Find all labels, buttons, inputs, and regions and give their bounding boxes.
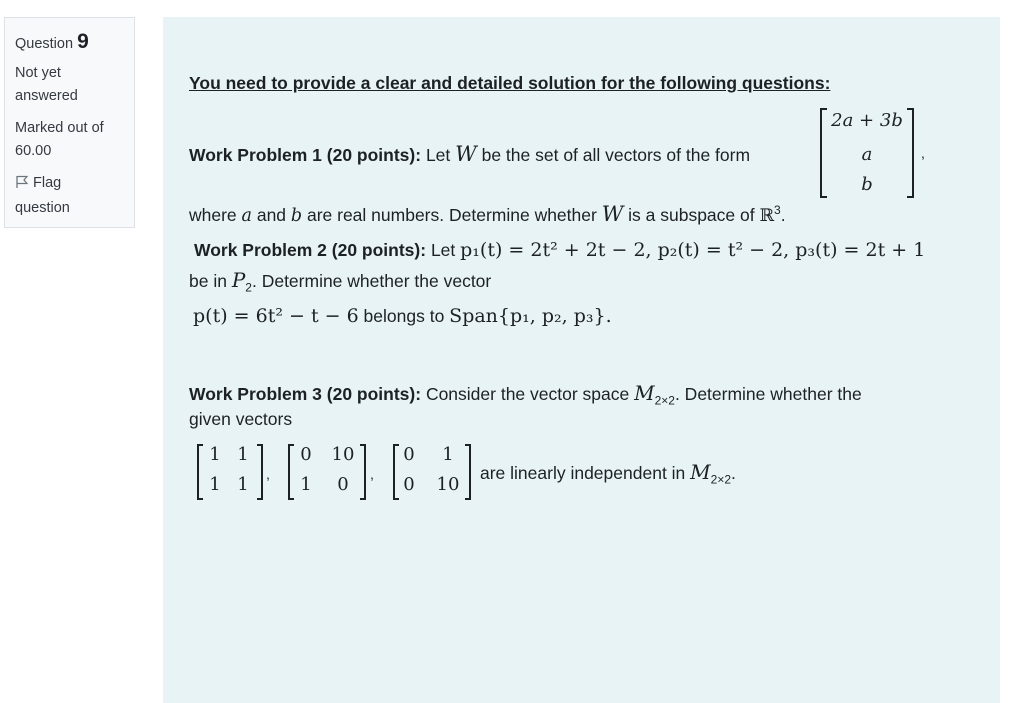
var-P-sub: 2	[245, 280, 252, 295]
p1-period: .	[780, 205, 786, 225]
var-W-2: W	[601, 202, 624, 226]
matrix-3-cell: 0	[403, 474, 415, 495]
problem-3-line-2: given vectors	[189, 409, 293, 429]
flag-question-button[interactable]	[15, 172, 124, 220]
matrix-3-right-bracket	[465, 444, 471, 500]
question-label: Question	[15, 36, 74, 52]
matrix-3-cell: 0	[403, 444, 415, 465]
flag-icon	[15, 174, 29, 197]
grade-line-2: 60.00	[15, 143, 52, 159]
matrix-3-cell: 10	[436, 474, 460, 495]
matrix-2-cell: 1	[300, 474, 312, 495]
p2-l3-text: belongs to	[358, 306, 450, 326]
vector-entry-1: 2a + 3b	[831, 110, 903, 131]
matrix-1-left-bracket	[197, 444, 203, 500]
matrix-2-cell: 10	[331, 444, 355, 465]
problem-3-title: Work Problem 3 (20 points):	[189, 384, 422, 404]
state-line-1: Not yet	[15, 65, 61, 81]
matrix-3	[393, 444, 471, 500]
vector-entry-3: b	[861, 174, 873, 195]
vector-p: p(t) = 6t² − t − 6	[193, 305, 359, 327]
var-W: W	[455, 142, 477, 166]
problem-1-line-2	[189, 202, 786, 226]
var-M-2-sub: 2×2	[710, 472, 731, 487]
var-M-2: M	[690, 460, 711, 484]
matrix-1-right-bracket	[257, 444, 263, 500]
problem-2-line-3	[193, 305, 612, 327]
flag-label-2: question	[15, 200, 70, 216]
question-info-panel	[4, 17, 135, 228]
question-number	[15, 30, 124, 56]
matrix-1-cell: 1	[237, 474, 249, 495]
problem-3-line-3	[480, 460, 736, 487]
matrix-2-right-bracket	[360, 444, 366, 500]
p2-text-1: Let	[426, 240, 461, 260]
matrix-1-cell: 1	[209, 444, 221, 465]
var-M-sub: 2×2	[654, 393, 675, 408]
p3-text-2: . Determine whether the	[674, 384, 862, 404]
matrix-comma-2: ,	[370, 466, 374, 482]
p1-l2-c: is a subspace of	[623, 205, 760, 225]
matrix-1-cell: 1	[237, 444, 249, 465]
grade-line-1: Marked out of	[15, 120, 104, 136]
problem-2-line-1	[194, 239, 925, 261]
state-line-2: answered	[15, 88, 78, 104]
p1-l2-a: where	[189, 205, 242, 225]
matrix-1	[197, 444, 263, 500]
var-M: M	[634, 381, 655, 405]
instructions-heading: You need to provide a clear and detailed solution for the following questions:	[189, 73, 831, 93]
polynomials: p₁(t) = 2t² + 2t − 2, p₂(t) = t² − 2, p₃(t) = 2t + 1	[460, 239, 926, 261]
p1-and: and	[251, 205, 291, 225]
question-grade	[15, 117, 124, 163]
vector-form	[820, 108, 914, 198]
var-a: a	[241, 206, 252, 226]
span-set: Span{p₁, p₂, p₃}.	[449, 305, 612, 327]
vector-entry-2: a	[861, 144, 873, 165]
problem-1-title: Work Problem 1 (20 points):	[189, 145, 422, 165]
matrix-3-cell: 1	[442, 444, 454, 465]
question-number-value: 9	[77, 30, 89, 53]
real-numbers-symbol: ℝ	[759, 206, 775, 226]
p2-l2-a: be in	[189, 271, 232, 291]
problem-1-text-1: Let	[421, 145, 456, 165]
matrix-2-cell: 0	[337, 474, 349, 495]
problem-2-title: Work Problem 2 (20 points):	[194, 240, 427, 260]
matrix-1-cell: 1	[209, 474, 221, 495]
p1-l2-b: are real numbers. Determine whether	[302, 205, 602, 225]
real-numbers-exponent: 3	[774, 203, 781, 218]
problem-1-text-2: be the set of all vectors of the form	[476, 145, 751, 165]
p3-text-1: Consider the vector space	[421, 384, 635, 404]
p3-period: .	[731, 463, 736, 483]
flag-label-1: Flag	[33, 175, 62, 191]
matrix-2-cell: 0	[300, 444, 312, 465]
matrix-comma-1: ,	[266, 466, 270, 482]
problem-3-line-1	[189, 381, 862, 408]
vector-right-bracket	[907, 108, 914, 198]
vector-comma: ,	[921, 145, 925, 161]
p3-l3-text: are linearly independent in	[480, 463, 691, 483]
matrix-2	[288, 444, 366, 500]
var-P: P	[231, 268, 246, 292]
var-b: b	[290, 206, 303, 226]
p2-l2-b: . Determine whether the vector	[251, 271, 492, 291]
problem-1-line-1	[189, 142, 750, 166]
problem-2-line-2	[189, 268, 492, 295]
question-state	[15, 62, 124, 108]
